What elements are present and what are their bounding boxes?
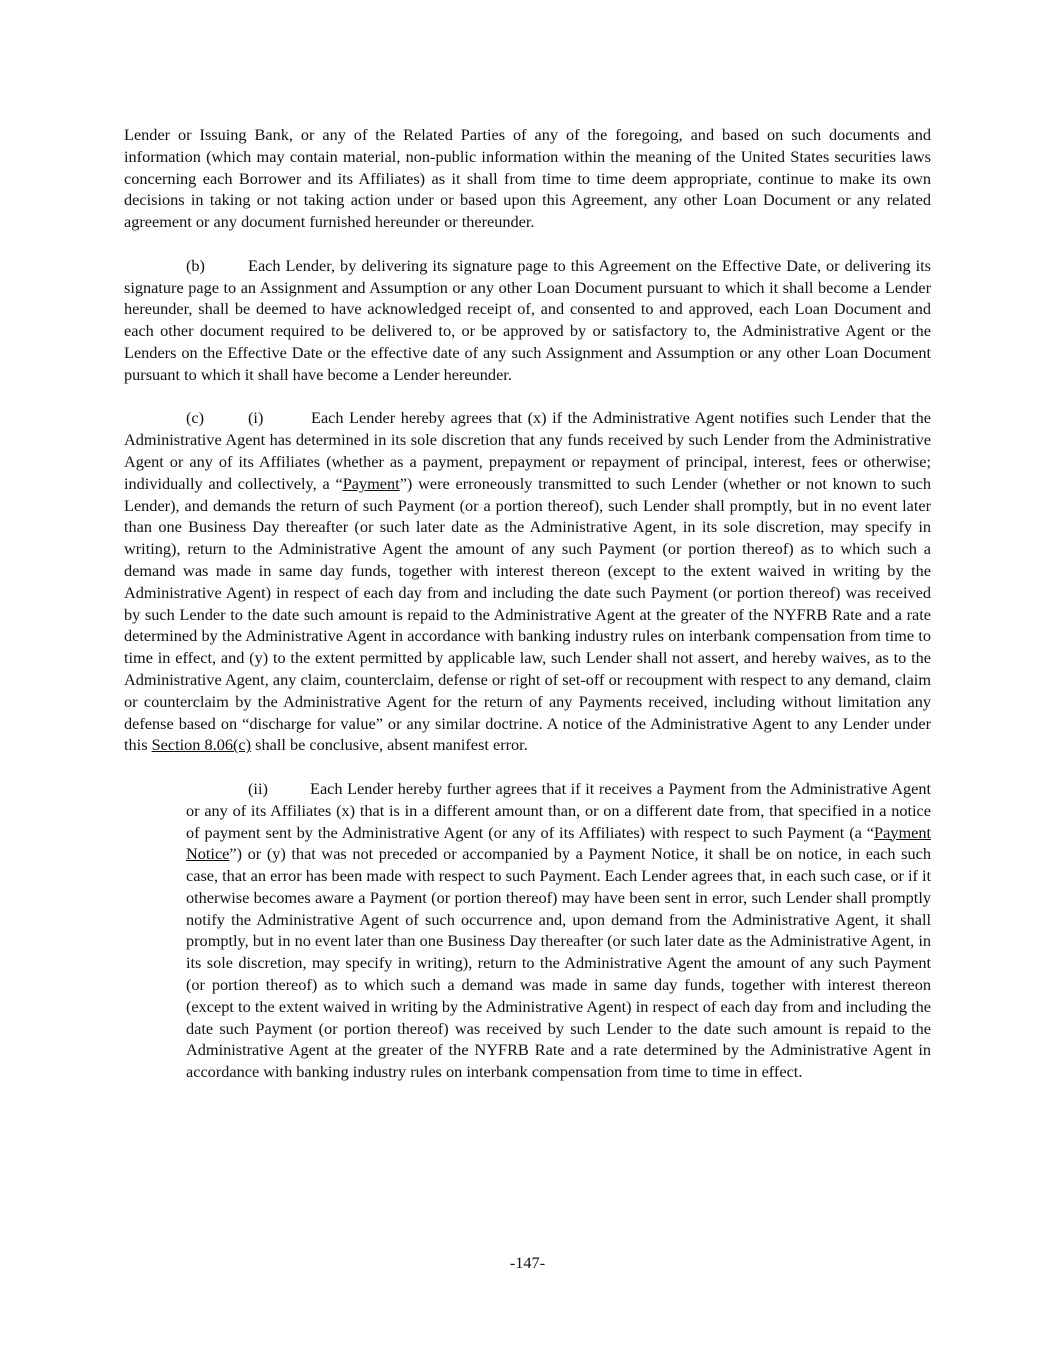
paragraph-a-continuation [124, 124, 931, 233]
paragraph-c-i-marker: (i) [248, 408, 264, 428]
paragraph-b [124, 255, 931, 386]
defined-term-payment: Payment [342, 473, 400, 493]
paragraph-c-ii-text-1: Each Lender hereby further agrees that if it receives a Payment from the Administrative Agent or any of its Affiliates (x) that is in a different amount than, or on a different date from, that specified in a notice of payment sent by the Administrative Agent (or any of its Affiliates) with respect to such Payment (a “ [186, 778, 931, 842]
paragraph-a-text: Lender or Issuing Bank, or any of the Related Parties of any of the foregoing, and based on such documents and information (which may contain material, non-public information within the meaning of the United States securities laws concerning each Borrower and its Affiliates) as it shall from time to time deem appropriate, continue to make its own decisions in taking or not taking action under or based upon this Agreement, any other Loan Document or any related agreement or any document furnished hereunder or thereunder. [124, 125, 931, 232]
paragraph-c-i [124, 407, 931, 756]
defined-term-payment-notice: Payment Notice [186, 822, 931, 864]
paragraph-c-ii-text-2: ”) or (y) that was not preceded or accompanied by a Payment Notice, it shall be on notice, in each such case, that an error has been made with respect to such Payment. Each Lender agrees that, in each such case, or if it otherwise becomes aware a Payment (or portion thereof) may have been sent in error, such Lender shall promptly notify the Administrative Agent of such occurrence and, upon demand from the Administrative Agent, it shall promptly, but in no event later than one Business Day thereafter (or such later date as the Administrative Agent, in its sole discretion, may specify in writing), return to the Administrative Agent the amount of any such Payment (or portion thereof) as to which such a demand was made in same day funds, together with interest thereon (except to the extent waived in writing by the Administrative Agent) in respect of each day from and including the date such Payment (or portion thereof) was received by such Lender to the date such amount is repaid to the Administrative Agent at the greater of the NYFRB Rate and a rate determined by the Administrative Agent in accordance with banking industry rules on interbank compensation from time to time in effect. [186, 844, 932, 1082]
paragraph-c-ii [186, 778, 931, 1083]
paragraph-c-i-text-1: Each Lender hereby agrees that (x) if the Administrative Agent notifies such Lender that the Administrative Agent has determined in its sole discretion that any funds received by such Lender from the Administrative Agent or any of its Affiliates (whether as a payment, prepayment or repayment of principal, interest, fees or otherwise; individually and collectively, a “ [124, 408, 931, 493]
paragraph-c-marker: (c) [186, 408, 205, 428]
section-reference: Section 8.06(c) [151, 735, 252, 755]
paragraph-c-i-text-2: ”) were erroneously transmitted to such Lender (whether or not known to such Lender), and demands the return of such Payment (or a portion thereof), such Lender shall promptly, but in no event later than one Business Day thereafter (or such later date as the Administrative Agent, in its sole discretion, may specify in writing), return to the Administrative Agent the amount of any such Payment (or portion thereof) as to which such a demand was made in same day funds, together with interest thereon (except to the extent waived in writing by the Administrative Agent) in respect of each day from and including the date such Payment (or portion thereof) was received by such Lender to the date such amount is repaid to the Administrative Agent at the greater of the NYFRB Rate and a rate determined by the Administrative Agent in accordance with banking industry rules on interbank compensation from time to time in effect, and (y) to the extent permitted by applicable law, such Lender shall not assert, and hereby waives, as to the Administrative Agent, any claim, counterclaim, defense or right of set-off or recoupment with respect to any demand, claim or counterclaim by the Administrative Agent for the return of any Payments received, including without limitation any defense based on “discharge for value” or any similar doctrine. A notice of the Administrative Agent to any Lender under this [124, 473, 931, 755]
paragraph-c-i-text-3: shall be conclusive, absent manifest error. [251, 735, 528, 755]
paragraph-c-ii-marker: (ii) [248, 778, 268, 798]
paragraph-b-marker: (b) [186, 255, 205, 275]
document-page [124, 124, 931, 1083]
page-number: -147- [509, 1253, 546, 1272]
paragraph-b-text: Each Lender, by delivering its signature page to this Agreement on the Effective Date, or delivering its signature page to an Assignment and Assumption or any other Loan Document pursuant to which it shall become a Lender hereunder, shall be deemed to have acknowledged receipt of, and consented to and approved, each Loan Document and each other document required to be delivered to, or be approved by or satisfactory to, the Administrative Agent or the Lenders on the Effective Date or the effective date of any such Assignment and Assumption or any other Loan Document pursuant to which it shall have become a Lender hereunder. [124, 255, 931, 384]
